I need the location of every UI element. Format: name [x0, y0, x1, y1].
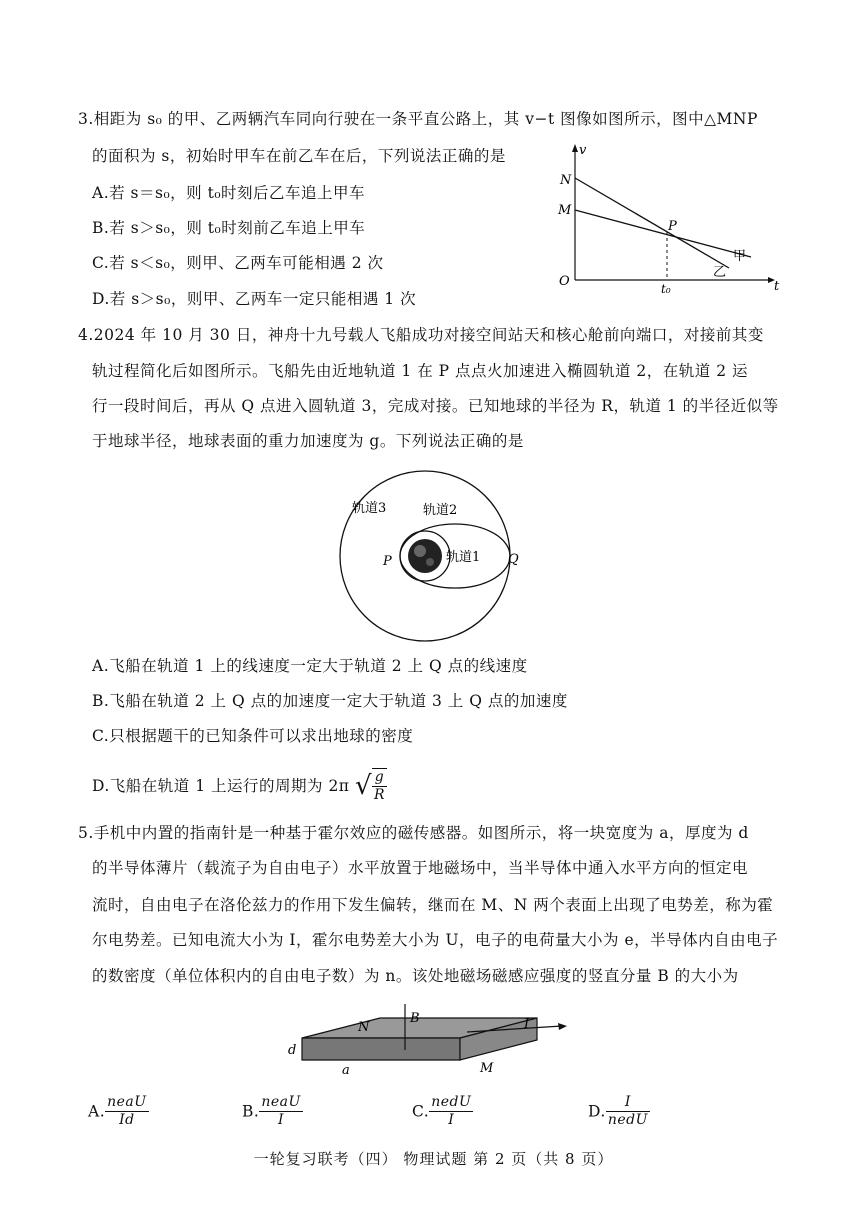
hall-plate-diagram [282, 1000, 572, 1084]
q4-option-d-text: D.飞船在轨道 1 上运行的周期为 2π [92, 777, 350, 795]
orbit-1-label: 轨道1 [446, 550, 481, 565]
t-label: t [774, 279, 780, 294]
q5-option-a-fraction [105, 1094, 148, 1129]
earth [408, 539, 442, 573]
q5-option-d-label: D. [588, 1102, 606, 1121]
b-label: B [410, 1011, 420, 1026]
q5-option-b-fraction [259, 1094, 302, 1129]
q5-stem-line4: 尔电势差。已知电流大小为 I，霍尔电势差大小为 U，电子的电荷量大小为 e，半导体内自由电子 [92, 931, 779, 949]
earth-texture [414, 545, 426, 557]
q5-option-b-label: B. [242, 1102, 260, 1121]
q5-stem-line1: 5.手机中内置的指南针是一种基于霍尔效应的磁传感器。如图所示，将一块宽度为 a，厚度为 d [78, 824, 749, 842]
jia-label: 甲 [733, 249, 747, 264]
q3-option-c: C.若 s＜s₀，则甲、乙两车可能相遇 2 次 [92, 254, 384, 272]
point-q-label: Q [508, 552, 519, 567]
q4-option-b: B.飞船在轨道 2 上 Q 点的加速度一定大于轨道 3 上 Q 点的加速度 [92, 692, 568, 710]
v-label: v [579, 143, 587, 158]
earth-texture-2 [426, 558, 434, 566]
plate-front-face [302, 1038, 460, 1060]
page-footer: 一轮复习联考（四） 物理试题 第 2 页（共 8 页） [253, 1150, 614, 1168]
q3-option-d: D.若 s＞s₀，则甲、乙两车一定只能相遇 1 次 [92, 290, 417, 308]
numerator: neaU [107, 1094, 147, 1110]
q5-option-c [412, 1094, 473, 1134]
q5-option-c-fraction [429, 1094, 473, 1129]
q5-option-c-label: C. [412, 1102, 430, 1121]
i-label: I [524, 1017, 530, 1032]
m-label: M [558, 203, 572, 218]
q4-option-c: C.只根据题干的已知条件可以求出地球的密度 [92, 727, 414, 745]
q5-option-a-label: A. [88, 1102, 106, 1121]
q4-stem-line3: 行一段时间后，再从 Q 点进入圆轨道 3，完成对接。已知地球的半径为 R，轨道 1 的半径近似等 [92, 397, 779, 415]
q5-option-d [588, 1094, 650, 1134]
q4-stem-line1: 4.2024 年 10 月 30 日，神舟十九号载人飞船成功对接空间站天和核心舱前向端口，对接前其变 [78, 326, 764, 344]
q4-option-d [92, 768, 387, 808]
q5-option-d-fraction [606, 1094, 650, 1129]
m-surface-label: M [480, 1061, 494, 1076]
n-surface-label: N [358, 1020, 370, 1035]
d-label: d [288, 1043, 297, 1058]
q4-stem-line4: 于地球半径，地球表面的重力加速度为 g。下列说法正确的是 [92, 432, 524, 450]
orbit-3-label: 轨道3 [352, 501, 387, 516]
fraction-numerator: g [372, 769, 387, 787]
v-axis-arrow [572, 144, 578, 152]
q5-stem-line5: 的数密度（单位体积内的自由电子数）为 n。该处地磁场磁感应强度的竖直分量 B 的大小为 [92, 967, 739, 985]
q4-stem-line2: 轨过程简化后如图所示。飞船先由近地轨道 1 在 P 点点火加速进入椭圆轨道 2，在轨道 2 运 [92, 362, 749, 380]
denominator: Id [119, 1112, 135, 1128]
q5-stem-line3: 流时，自由电子在洛伦兹力的作用下发生偏转，继而在 M、N 两个表面上出现了电势差，称为霍 [92, 896, 774, 914]
orbit-2-label: 轨道2 [423, 503, 458, 518]
q4-option-a: A.飞船在轨道 1 上的线速度一定大于轨道 2 上 Q 点的线速度 [92, 657, 528, 675]
numerator: neaU [261, 1094, 301, 1110]
sqrt-sign: √ [354, 771, 373, 801]
numerator: nedU [431, 1094, 472, 1110]
sqrt-g-over-r [372, 768, 387, 804]
line-yi [575, 178, 729, 268]
orbit-diagram [330, 470, 540, 654]
current-arrow-head [558, 1023, 567, 1030]
n-label: N [560, 173, 572, 188]
q5-option-b [242, 1094, 303, 1134]
origin-label: O [559, 274, 570, 289]
yi-label: 乙 [713, 265, 727, 280]
q3-stem-line2: 的面积为 s，初始时甲车在前乙车在后，下列说法正确的是 [92, 147, 506, 165]
q5-stem-line2: 的半导体薄片（载流子为自由电子）水平放置于地磁场中，当半导体中通入水平方向的恒定电 [92, 859, 749, 877]
a-label: a [342, 1063, 350, 1078]
numerator: I [606, 1094, 650, 1112]
p-label: P [668, 219, 677, 234]
q5-option-a [88, 1094, 149, 1134]
denominator: I [448, 1112, 455, 1128]
denominator: I [278, 1112, 285, 1128]
denominator: nedU [607, 1112, 648, 1128]
vt-graph-figure [553, 140, 783, 304]
point-p-label: P [383, 554, 392, 569]
line-jia [575, 210, 751, 257]
q3-option-b: B.若 s＞s₀，则 t₀时刻前乙车追上甲车 [92, 219, 366, 237]
q3-option-a: A.若 s＝s₀，则 t₀时刻后乙车追上甲车 [92, 184, 366, 202]
q3-stem-line1: 3.相距为 s₀ 的甲、乙两辆汽车同向行驶在一条平直公路上，其 v−t 图像如图所示，图中△MNP [78, 110, 758, 128]
fraction-denominator: R [374, 787, 386, 803]
t0-label: t₀ [661, 282, 671, 296]
